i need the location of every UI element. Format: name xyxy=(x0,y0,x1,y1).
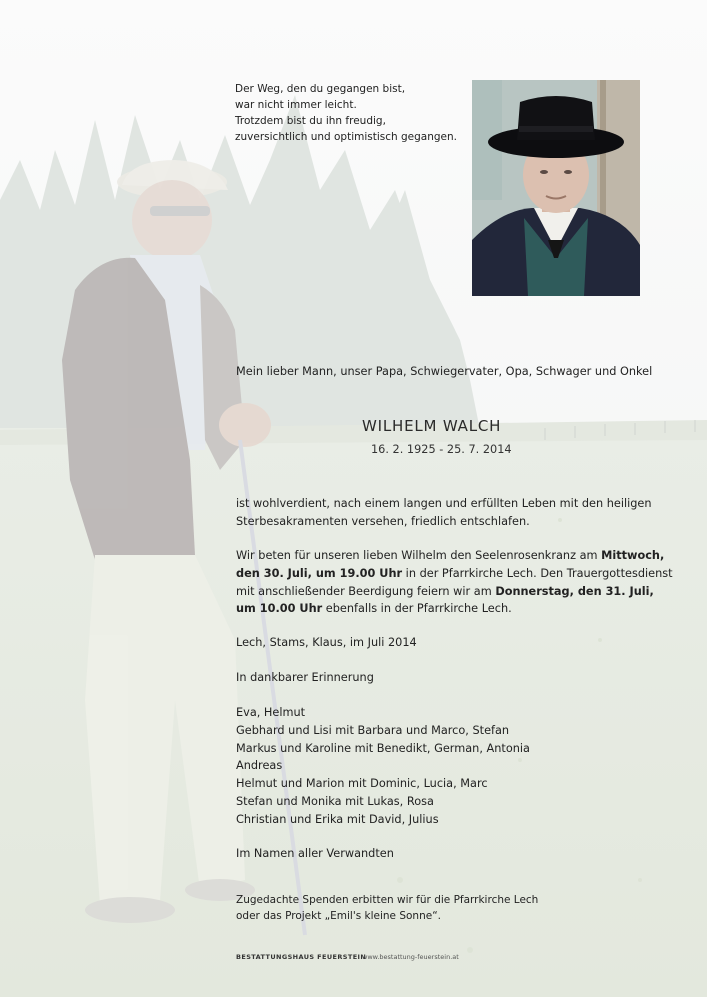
place-date: Lech, Stams, Klaus, im Juli 2014 xyxy=(236,636,417,649)
service-date-bold: Donnerstag, den 31. Juli, xyxy=(495,584,654,598)
donation-line: oder das Projekt „Emil's kleine Sonne“. xyxy=(236,910,441,922)
statement xyxy=(236,495,652,531)
relatives-line: Im Namen aller Verwandten xyxy=(236,847,394,860)
service-text: ebenfalls in der Pfarrkirche Lech. xyxy=(322,602,512,616)
poem-line: war nicht immer leicht. xyxy=(235,99,357,111)
family-member: Andreas xyxy=(236,759,283,773)
service-line xyxy=(236,600,673,618)
family-member: Gebhard und Lisi mit Barbara und Marco, Stefan xyxy=(236,723,510,737)
family-member: Christian und Erika mit David, Julius xyxy=(236,812,439,826)
service-date-bold: Mittwoch, xyxy=(601,549,665,562)
funeral-home-name: BESTATTUNGSHAUS FEUERSTEIN xyxy=(236,953,367,961)
poem-line: Der Weg, den du gegangen bist, xyxy=(235,83,406,95)
statement-line: Sterbesakramenten versehen, friedlich entschlafen. xyxy=(236,514,530,528)
family-member: Markus und Karoline mit Benedikt, German, Antonia xyxy=(236,741,530,755)
poem-line: Trotzdem bist du ihn freudig, xyxy=(235,115,386,127)
service-line xyxy=(236,565,673,583)
family-list xyxy=(236,704,530,829)
deceased-name: WILHELM WALCH xyxy=(362,417,502,435)
donation-note xyxy=(236,892,538,924)
donation-line: Zugedachte Spenden erbitten wir für die Pfarrkirche Lech xyxy=(236,894,539,906)
intro-line: Mein lieber Mann, unser Papa, Schwiegervater, Opa, Schwager und Onkel xyxy=(236,365,653,378)
service-date-bold: den 30. Juli, um 19.00 Uhr xyxy=(236,566,403,580)
family-member: Stefan und Monika mit Lukas, Rosa xyxy=(236,794,434,808)
service-line xyxy=(236,583,673,601)
poem-line: zuversichtlich und optimistisch gegangen. xyxy=(235,131,458,143)
portrait-photo xyxy=(472,80,640,296)
service-text: Wir beten für unseren lieben Wilhelm den Seelenrosenkranz am xyxy=(236,549,602,562)
service-text: in der Pfarrkirche Lech. Den Trauergottesdienst xyxy=(402,566,673,580)
poem xyxy=(235,81,457,145)
statement-line: ist wohlverdient, nach einem langen und erfüllten Leben mit den heiligen xyxy=(236,497,652,510)
family-member: Helmut und Marion mit Dominic, Lucia, Marc xyxy=(236,777,488,791)
service-text: mit anschließender Beerdigung feiern wir am xyxy=(236,584,496,598)
service-date-bold: um 10.00 Uhr xyxy=(236,602,323,616)
service-details xyxy=(236,547,673,618)
life-dates: 16. 2. 1925 - 25. 7. 2014 xyxy=(371,443,512,456)
family-member: Eva, Helmut xyxy=(236,706,306,719)
funeral-home-website[interactable]: www.bestattung-feuerstein.at xyxy=(362,953,459,961)
remembrance-line: In dankbarer Erinnerung xyxy=(236,671,374,684)
service-line xyxy=(236,547,673,565)
